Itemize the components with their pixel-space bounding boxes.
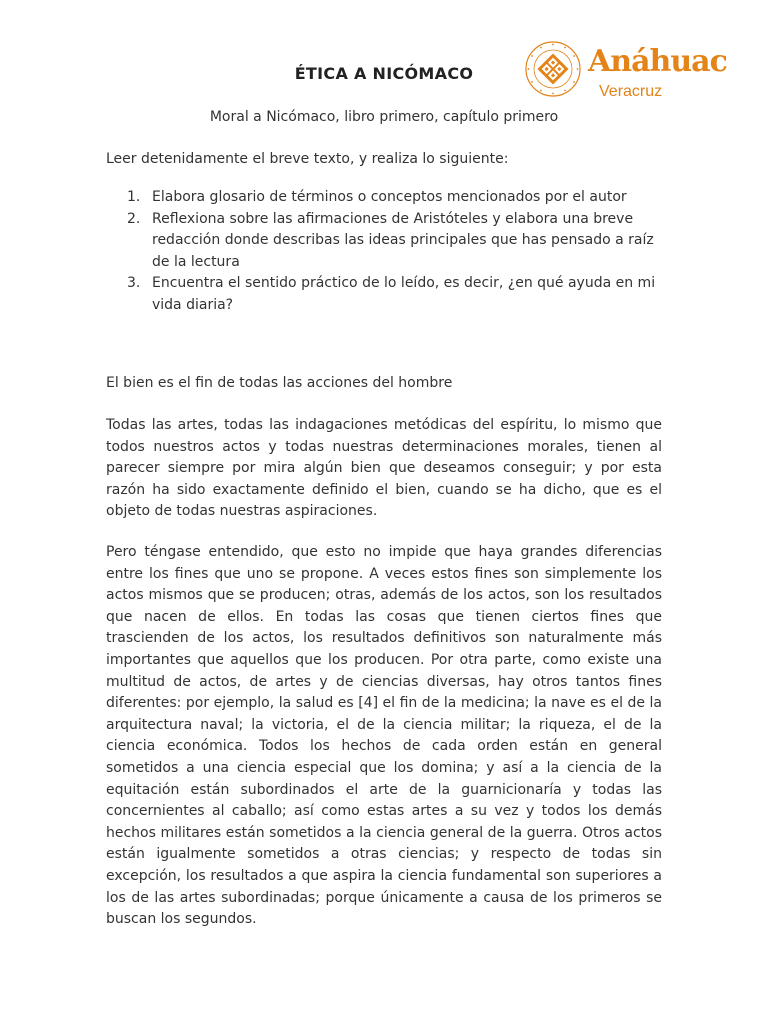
document-title: ÉTICA A NICÓMACO	[294, 64, 474, 83]
list-item-text: Encuentra el sentido práctico de lo leído, es decir, ¿en qué ayuda en mi vida diaria?	[152, 275, 656, 313]
task-list	[106, 187, 666, 316]
list-item-text: Elabora glosario de términos o conceptos mencionados por el autor	[152, 189, 627, 205]
instructions-text: Leer detenidamente el breve texto, y realiza lo siguiente:	[106, 151, 509, 167]
list-item-number: 1.	[127, 189, 141, 205]
list-item	[106, 209, 666, 274]
anahuac-logo	[524, 40, 727, 106]
section-heading: El bien es el fin de todas las acciones del hombre	[106, 375, 453, 391]
brand-campus: Veracruz	[599, 83, 663, 100]
list-item-text: Reflexiona sobre las afirmaciones de Aristóteles y elabora una breve redacción donde describas las ideas principales que has pensado a raíz de la lectura	[152, 210, 654, 270]
list-item-number: 2.	[127, 210, 141, 227]
paragraph-2: Pero téngase entendido, que esto no impide que haya grandes diferencias entre los fines que uno se propone. A veces estos fines son simplemente los actos mismos que se producen; otras, además de los actos, son los resultados que nacen de ellos. En todas las cosas que tienen ciertos fines que trascienden de los actos, los resultados definitivos son naturalmente más importantes que aquellos que los producen. Por otra parte, como existe una multitud de actos, de artes y de ciencias diversas, hay otros tantos fines diferentes: por ejemplo, la salud es [4] el fin de la medicina; la nave es el de la arquitectura naval; la victoria, el de la ciencia militar; la riqueza, el de la ciencia económica. Todos los hechos de cada orden están en general sometidos a una ciencia especial que los domina; y así a la ciencia de la equitación están subordinados el arte de la guarnicionaría y todas las concernientes al caballo; así como estas artes a su vez y todos los demás hechos militares están sometidos a la ciencia general de la guerra. Otros actos están igualmente sometidos a otras ciencias; y respecto de todas sin excepción, los resultados a que aspira la ciencia fundamental son superiores a los de las artes subordinadas; porque únicamente a causa de los primeros se buscan los segundos.	[106, 544, 662, 928]
list-item	[106, 273, 666, 316]
brand-name: Anáhuac	[588, 44, 727, 79]
document-subtitle: Moral a Nicómaco, libro primero, capítulo primero	[209, 109, 559, 125]
list-item	[106, 187, 666, 209]
paragraph-1: Todas las artes, todas las indagaciones metódicas del espíritu, lo mismo que todos nuestros actos y todas nuestras determinaciones morales, tienen al parecer siempre por mira algún bien que deseamos conseguir; y por esta razón ha sido exactamente definido el bien, cuando se ha dicho, que es el objeto de todas nuestras aspiraciones.	[106, 417, 662, 520]
university-seal-icon	[524, 40, 582, 98]
list-item-number: 3.	[127, 275, 141, 291]
